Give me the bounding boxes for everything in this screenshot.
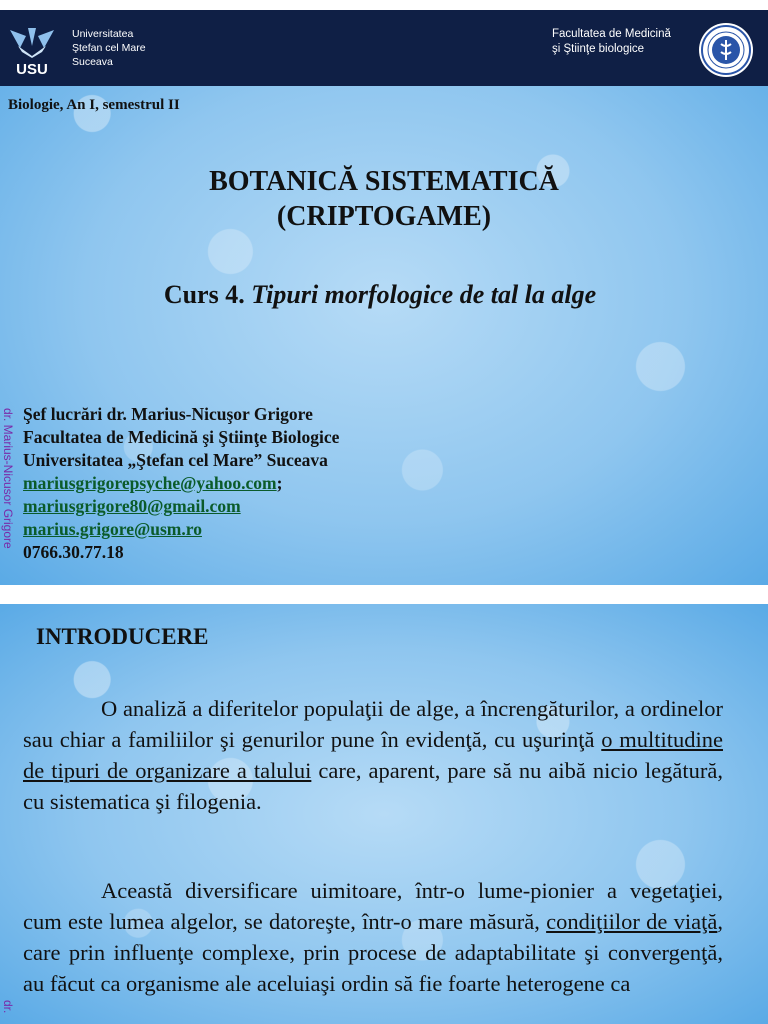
subtitle-topic: Tipuri morfologice de tal la alge xyxy=(251,280,597,309)
faculty-seal-icon xyxy=(698,22,754,78)
university-line: Ştefan cel Mare xyxy=(72,42,146,54)
university-line: Suceava xyxy=(72,56,113,68)
slide-introduction xyxy=(0,604,768,1024)
email-separator: ; xyxy=(276,473,283,493)
side-author-watermark: dr. Marius-Nicusor Grigore xyxy=(1,408,15,549)
header-bar xyxy=(0,10,768,86)
email-link[interactable]: mariusgrigorepsyche@yahoo.com xyxy=(23,473,277,493)
subtitle-prefix: Curs 4. xyxy=(163,280,252,309)
author-faculty: Facultatea de Medicină şi Ştiinţe Biologice xyxy=(23,427,340,447)
author-name: Şef lucrări dr. Marius-Nicuşor Grigore xyxy=(23,404,313,424)
contact-block xyxy=(23,403,339,564)
university-line: Universitatea xyxy=(72,28,134,40)
title-line: (CRIPTOGAME) xyxy=(276,201,492,232)
faculty-name xyxy=(552,27,671,57)
email-link[interactable]: mariusgrigore80@gmail.com xyxy=(23,496,241,516)
paragraph xyxy=(23,693,723,817)
paragraph-text: , care prin influenţe complexe, prin procese de adaptabilitate şi convergenţă, au făcut ca organisme ale aceluiaşi ordin să fie foarte heterogene ca xyxy=(23,909,723,996)
faculty-line: Facultatea de Medicină xyxy=(552,28,671,40)
phone-number: 0766.30.77.18 xyxy=(23,542,124,562)
course-label: Biologie, An I, semestrul II xyxy=(8,97,180,113)
title-line: BOTANICĂ SISTEMATICĂ xyxy=(209,166,559,197)
university-logo-icon xyxy=(6,24,58,76)
author-university: Universitatea „Ştefan cel Mare” Suceava xyxy=(23,450,328,470)
paragraph-text: care, aparent, pare să nu aibă nicio legătură, cu sistematica şi filogenia. xyxy=(23,758,723,814)
email-link[interactable]: marius.grigore@usm.ro xyxy=(23,519,202,539)
paragraph xyxy=(23,875,723,999)
slide-title xyxy=(0,10,768,585)
section-heading: INTRODUCERE xyxy=(36,624,209,649)
underlined-text: condiţiilor de viaţă xyxy=(546,909,718,934)
university-name xyxy=(72,27,146,69)
underlined-text: o multitudine de tipuri de organizare a talului xyxy=(23,727,723,783)
side-author-watermark: dr. xyxy=(1,1000,15,1014)
logo-text: USU xyxy=(16,61,48,76)
paragraph-text: Această diversificare uimitoare, într-o lume-pionier a vegetaţiei, cum este lumea algelor, se datoreşte, într-o mare măsură, xyxy=(23,878,723,934)
subtitle xyxy=(100,278,660,312)
faculty-line: şi Ştiinţe biologice xyxy=(552,43,645,55)
paragraph-text: O analiză a diferitelor populaţii de alge, a încrengăturilor, a ordinelor sau chiar a familiilor şi genurilor pune în evidenţă, cu uşurinţă xyxy=(23,696,723,752)
